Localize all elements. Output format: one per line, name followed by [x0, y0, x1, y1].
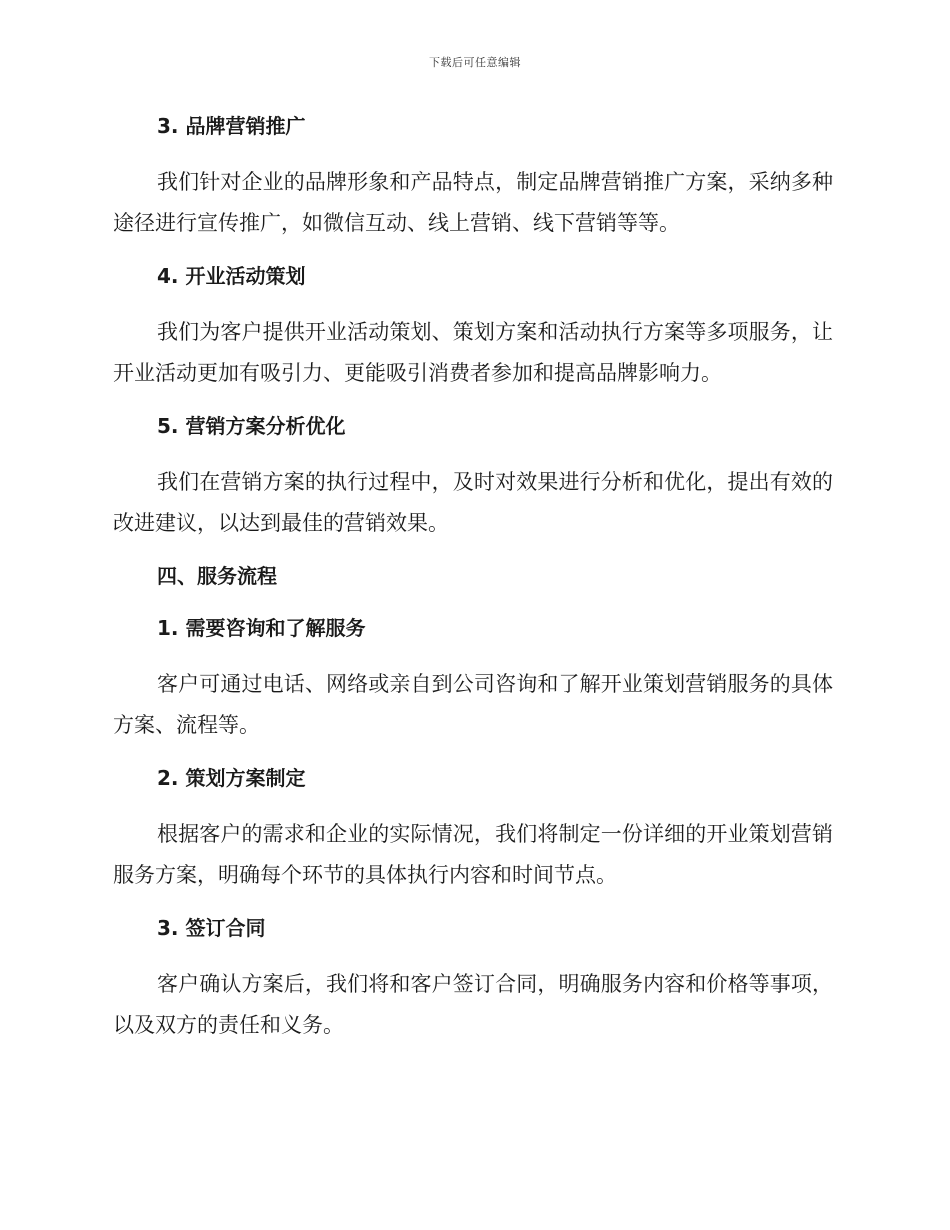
heading-plan-formulation: 2. 策划方案制定 — [157, 766, 306, 790]
paragraph-plan-formulation: 根据客户的需求和企业的实际情况，我们将制定一份详细的开业策划营销服务方案，明确每个环节的具体执行内容和时间节点。 — [113, 822, 833, 887]
heading-plan-optimization: 5. 营销方案分析优化 — [157, 414, 346, 438]
heading-sign-contract: 3. 签订合同 — [157, 916, 266, 940]
paragraph-brand-marketing: 我们针对企业的品牌形象和产品特点，制定品牌营销推广方案，采纳多种途径进行宣传推广，如微信互动、线上营销、线下营销等等。 — [113, 170, 833, 235]
page-header: 下载后可任意编辑 — [429, 56, 521, 69]
heading-brand-marketing: 3. 品牌营销推广 — [157, 114, 306, 138]
paragraph-consultation: 客户可通过电话、网络或亲自到公司咨询和了解开业策划营销服务的具体方案、流程等。 — [113, 672, 833, 737]
paragraph-plan-optimization: 我们在营销方案的执行过程中，及时对效果进行分析和优化，提出有效的改进建议，以达到最佳的营销效果。 — [113, 470, 833, 535]
paragraph-sign-contract: 客户确认方案后，我们将和客户签订合同，明确服务内容和价格等事项，以及双方的责任和义务。 — [113, 972, 833, 1037]
heading-opening-event: 4. 开业活动策划 — [157, 264, 306, 288]
paragraph-opening-event: 我们为客户提供开业活动策划、策划方案和活动执行方案等多项服务，让开业活动更加有吸引力、更能吸引消费者参加和提高品牌影响力。 — [113, 320, 833, 385]
heading-service-process: 四、服务流程 — [157, 564, 277, 588]
document-body — [113, 110, 833, 1062]
heading-consultation: 1. 需要咨询和了解服务 — [157, 616, 366, 640]
